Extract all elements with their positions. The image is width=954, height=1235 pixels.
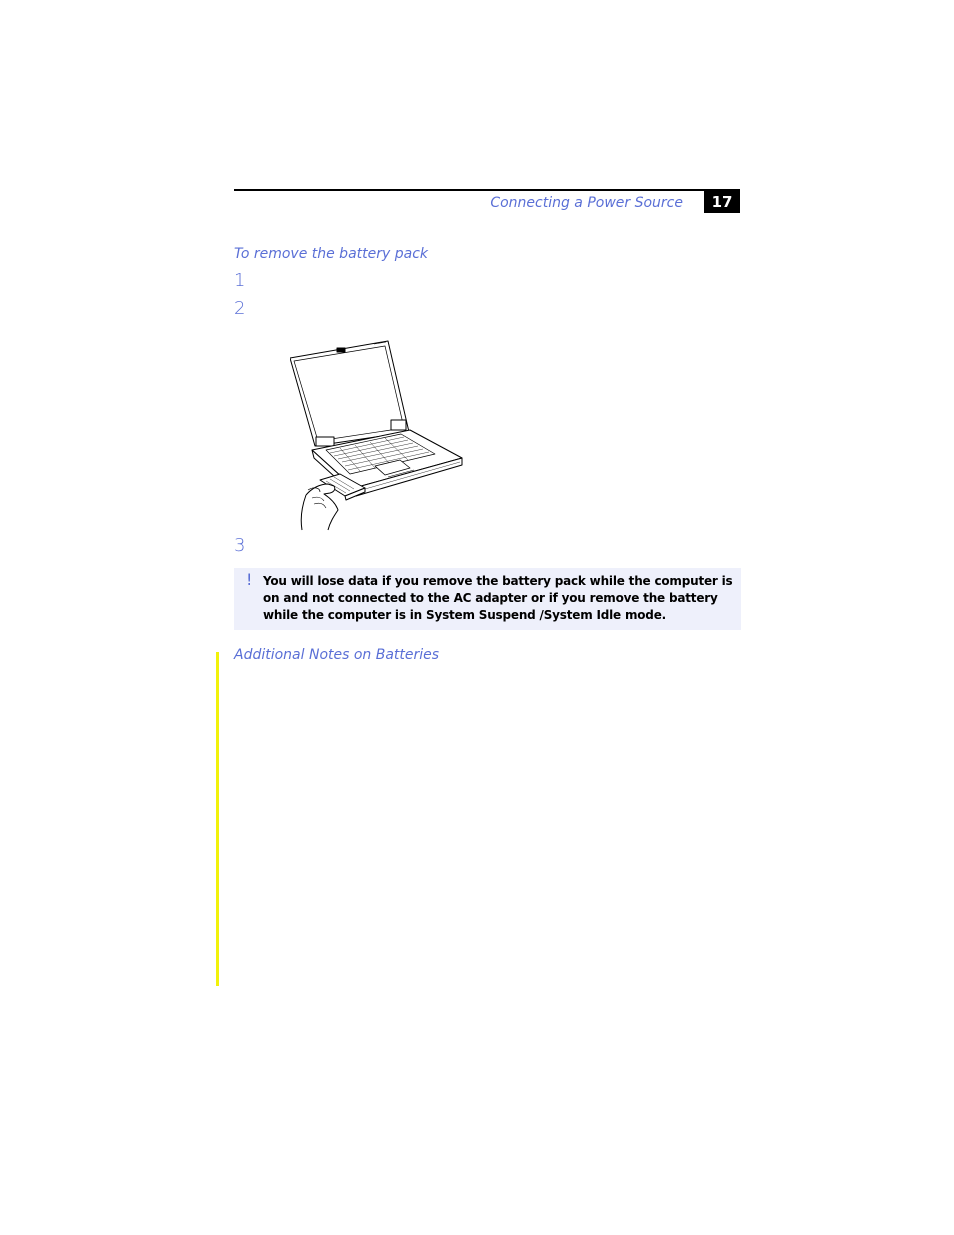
laptop-battery-removal-illustration — [290, 338, 470, 532]
running-head: Connecting a Power Source — [490, 195, 683, 211]
exclamation-icon: ! — [246, 570, 253, 589]
change-bar — [216, 652, 219, 986]
warning-note-text: You will lose data if you remove the battery pack while the computer is on and not connected to the AC adapter or if you remove the battery while the computer is in System Suspend /System Idle mode. — [263, 574, 733, 622]
step-number-2: 2 — [234, 298, 246, 319]
header-rule — [234, 189, 740, 191]
section-title: To remove the battery pack — [234, 246, 429, 262]
warning-note — [234, 568, 741, 630]
step-number-3: 3 — [234, 535, 246, 556]
step-number-1: 1 — [234, 270, 246, 291]
page-number: 17 — [704, 191, 740, 213]
subsection-title: Additional Notes on Batteries — [234, 647, 440, 663]
